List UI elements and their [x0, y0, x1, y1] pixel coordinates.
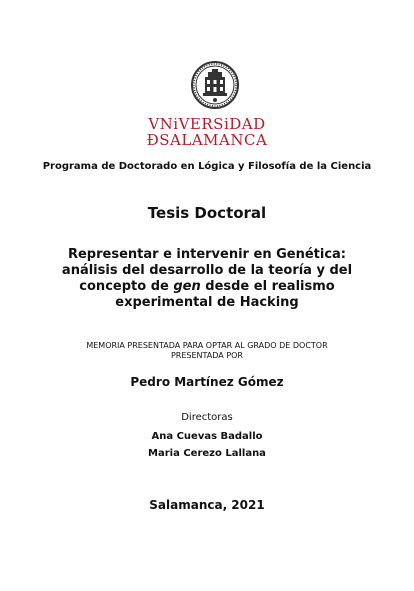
- doctoral-program: Programa de Doctorado en Lógica y Filosofía de la Ciencia: [42, 161, 372, 172]
- place-and-date: Salamanca, 2021: [149, 498, 265, 512]
- thesis-title-part2: desde el realismo experimental de Hacking: [115, 279, 335, 310]
- thesis-title: [60, 247, 354, 311]
- university-name-line2: ÐSALAMANCA: [146, 131, 268, 149]
- memoria-line2: PRESENTADA POR: [170, 351, 243, 360]
- memoria-line1: MEMORIA PRESENTADA PARA OPTAR AL GRADO DE DOCTOR: [86, 341, 328, 350]
- university-seal-icon: [190, 60, 240, 110]
- director-name-2: Maria Cerezo Lallana: [148, 448, 266, 459]
- author-name: Pedro Martínez Gómez: [130, 375, 284, 389]
- university-name-line1: VNiVERSiDAD: [148, 115, 266, 133]
- director-name-1: Ana Cuevas Badallo: [151, 431, 263, 442]
- directors-label: Directoras: [181, 412, 233, 423]
- memoria-statement: [50, 341, 364, 361]
- thesis-label: Tesis Doctoral: [147, 204, 267, 222]
- thesis-title-part1: Representar e intervenir en Genética: análisis del desarrollo de la teoría y del concepto de: [61, 247, 353, 294]
- thesis-title-italic: gen: [173, 279, 201, 294]
